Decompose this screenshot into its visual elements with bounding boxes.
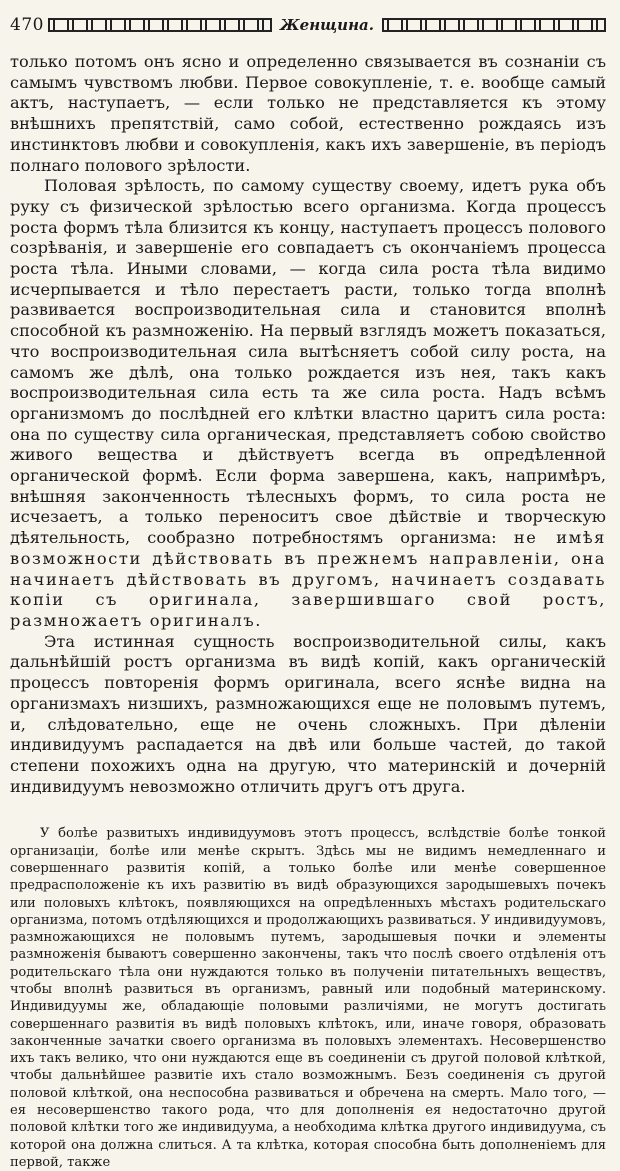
header-ornament-right xyxy=(382,18,606,32)
running-header xyxy=(10,12,606,38)
paragraph-sexual-maturity xyxy=(10,176,606,631)
running-title: Женщина. xyxy=(280,16,374,34)
emphasized-text: не имѣя возможности дѣйствовать въ прежнемъ направленіи, она начинаетъ дѣйствовать въ другомъ, начинаетъ создавать копіи съ оригинала, завершившаго свой ростъ, размножаетъ оригиналъ. xyxy=(10,528,606,630)
small-print-paragraph: У болѣе развитыхъ индивидуумовъ этотъ процессъ, вслѣдствіе болѣе тонкой организаціи, болѣе или менѣе скрытъ. Здѣсь мы не видимъ немедленнаго и совершеннаго развитія копій, а только болѣе или менѣе совершенное предрасположеніе къ ихъ развитію въ видѣ образующихся зародышевыхъ почекъ или половыхъ клѣтокъ, появляющихся на опредѣленныхъ мѣстахъ родительскаго организма, потомъ отдѣляющихся и продолжающихъ развиваться. У индивидуумовъ, размножающихся не половымъ путемъ, зародышевыя почки и элементы размноженія бываютъ совершенно закончены, такъ что послѣ своего отдѣленія отъ родительскаго тѣла они нуждаются только въ полученіи питательныхъ веществъ, чтобы вполнѣ развиться въ организмъ, равный или подобный материнскому. Индивидуумы же, обладающіе половыми различіями, не могутъ достигать совершеннаго развитія въ видѣ половыхъ клѣтокъ, или, иначе говоря, образовать законченные зачатки своего организма въ половыхъ элементахъ. Несовершенство ихъ такъ велико, что они нуждаются еще въ соединеніи съ другой половой клѣткой, чтобы дальнѣйшее развитіе ихъ стало возможнымъ. Безъ соединенія съ другой половой клѣткой, она неспособна развиваться и обречена на смерть. Мало того, — ея несовершенство такого рода, что для дополненія ея недостаточно другой половой клѣтки того же индивидуума, а необходима клѣтка другого индивидуума, съ которой она должна слиться. А та клѣтка, которая способна быть дополненіемъ для первой, также xyxy=(10,826,606,1170)
paragraph-text: Половая зрѣлость, по самому существу своему, идетъ рука объ руку съ физической зрѣлостью всего организма. Когда процессъ роста формъ тѣла близится къ концу, наступаетъ процессъ полового созрѣванія, и завершеніе его совпадаетъ съ окончаніемъ процесса роста тѣла. Иными словами, — когда сила роста тѣла видимо исчерпывается и тѣло перестаетъ расти, только тогда вполнѣ развивается воспроизводительная сила и становится вполнѣ способной къ размноженію. На первый взглядъ можетъ показаться, что воспроизводительная сила вытѣсняетъ собой силу роста, на самомъ же дѣлѣ, она только рождается изъ нея, такъ какъ воспроизводительная сила есть та же сила роста. Надъ всѣмъ организмомъ до послѣдней его клѣтки властно царитъ сила роста: она по существу сила органическая, представляетъ собою свойство живого вещества и дѣйствуетъ всегда въ опредѣленной органической формѣ. Если форма завершена, какъ, напримѣръ, внѣшняя законченность тѣлесныхъ формъ, то сила роста не исчезаетъ, а только переноситъ свое дѣйствіе и творческую дѣятельность, сообразно потребностямъ организма: xyxy=(10,176,606,548)
page-number: 470 xyxy=(10,15,44,35)
header-ornament-left xyxy=(48,18,272,32)
main-text xyxy=(10,52,606,797)
small-print-section xyxy=(10,825,606,1171)
paragraph-true-essence: Эта истинная сущность воспроизводительной силы, какъ дальнѣйшій ростъ организма въ видѣ копій, какъ органическій процессъ повторенія формъ оригинала, всего яснѣе видна на организмахъ низшихъ, размножающихся еще не половымъ путемъ, и, слѣдовательно, еще не очень сложныхъ. При дѣленіи индивидуумъ распадается на двѣ или больше частей, до такой степени похожихъ одна на другую, что материнскій и дочерній индивидуумъ невозможно отличить другъ отъ друга. xyxy=(10,631,606,796)
paragraph-continued: только потомъ онъ ясно и определенно связывается въ сознаніи съ самымъ чувствомъ любви. Первое совокупленіе, т. е. вообще самый актъ, наступаетъ, — если только не представляется къ этому внѣшнихъ препятствій, само собой, естественно рождаясь изъ инстинктовъ любви и совокупленія, какъ ихъ завершеніе, въ періодъ полнаго полового зрѣлости. xyxy=(10,52,606,175)
